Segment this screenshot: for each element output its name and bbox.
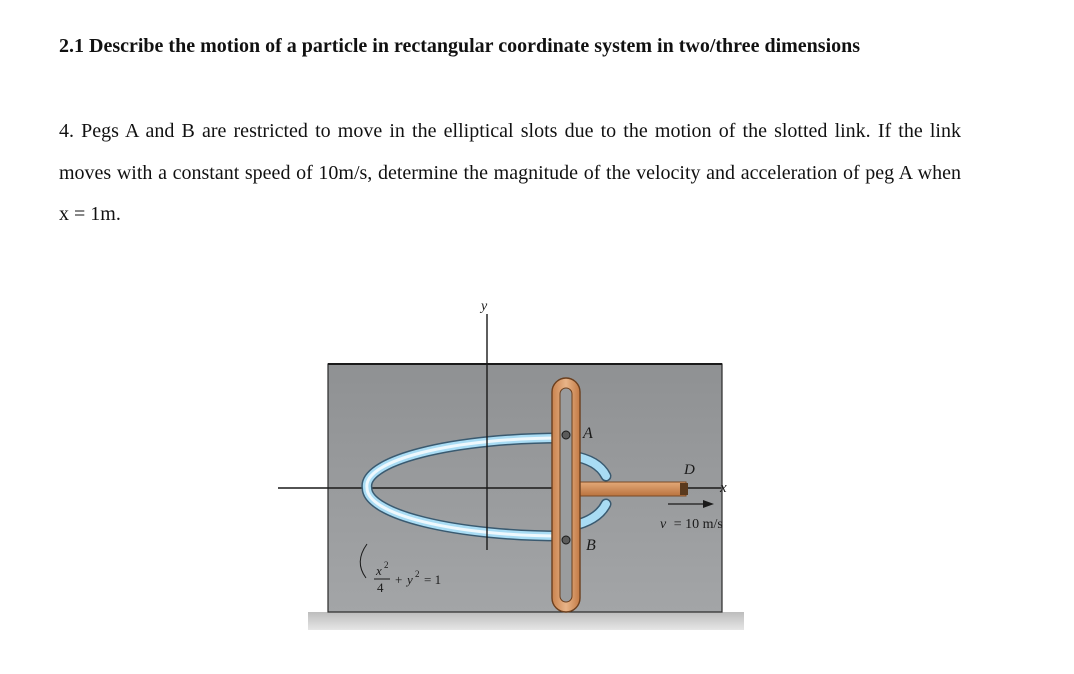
equation-numerator: x — [376, 563, 382, 578]
point-d-label: D — [684, 462, 695, 478]
peg-a — [562, 431, 570, 439]
peg-a-label: A — [583, 425, 593, 442]
velocity-label — [660, 517, 723, 532]
velocity-value: = 10 m/s — [673, 517, 723, 532]
equation-numerator-exp: 2 — [384, 560, 389, 570]
slotted-link-figure — [276, 278, 776, 648]
floor-shadow — [308, 612, 744, 630]
equation-rhs: = 1 — [424, 572, 442, 587]
equation-y: y — [407, 572, 413, 587]
x-axis-label: x — [720, 480, 727, 496]
y-axis-label: y — [481, 299, 488, 314]
section-heading: 2.1 Describe the motion of a particle in rectangular coordinate system in two/three dimensions — [59, 35, 861, 57]
equation-denominator: 4 — [377, 580, 384, 595]
push-rod — [574, 482, 686, 496]
rod-end-d — [680, 483, 688, 495]
problem-statement: 4. Pegs A and B are restricted to move in the elliptical slots due to the motion of the slotted link. If the link moves with a constant speed of 10m/s, determine the magnitude of the velocity and acceleration of peg A when x = 1m. — [59, 120, 961, 225]
peg-b-label: B — [586, 537, 596, 554]
link-slot — [560, 388, 572, 602]
peg-b — [562, 536, 570, 544]
equation-y-exp: 2 — [415, 569, 420, 579]
velocity-symbol: v — [660, 517, 667, 532]
equation-plus: + — [395, 572, 403, 587]
